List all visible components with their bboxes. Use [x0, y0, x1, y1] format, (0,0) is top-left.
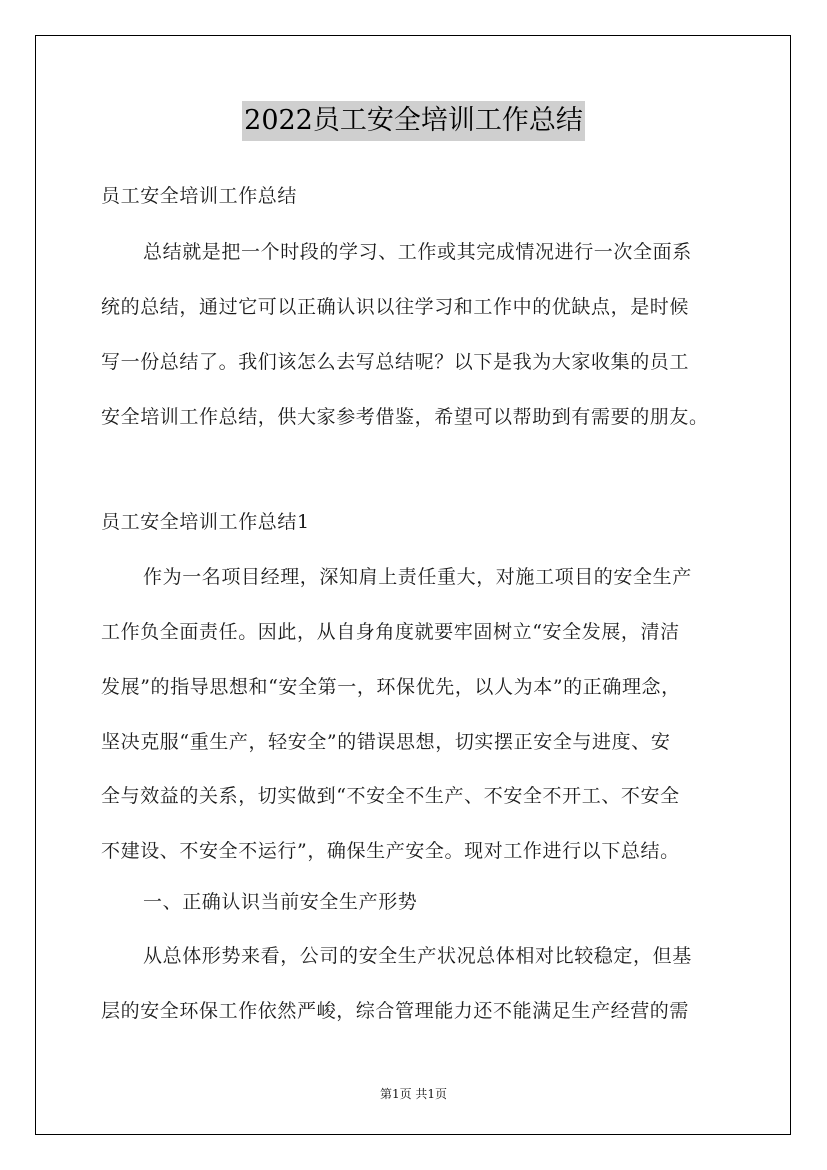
paragraph-line: 层的安全环保工作依然严峻，综合管理能力还不能满足生产经营的需: [101, 1000, 690, 1022]
paragraph-line: 工作负全面责任。因此，从自身角度就要牢固树立“安全发展，清洁: [101, 621, 680, 643]
paragraph-line: 统的总结，通过它可以正确认识以往学习和工作中的优缺点，是时候: [101, 296, 690, 318]
document-title: 2022员工安全培训工作总结: [242, 101, 585, 141]
paragraph-line: 从总体形势来看，公司的安全生产状况总体相对比较稳定，但基: [143, 945, 692, 967]
paragraph-line: 写一份总结了。我们该怎么去写总结呢？以下是我为大家收集的员工: [101, 351, 690, 373]
section-heading: 员工安全培训工作总结1: [101, 511, 310, 533]
paragraph-line: 安全培训工作总结，供大家参考借鉴，希望可以帮助到有需要的朋友。: [101, 406, 709, 428]
title-container: [0, 101, 827, 141]
section-heading: 员工安全培训工作总结: [101, 185, 298, 207]
paragraph-line: 总结就是把一个时段的学习、工作或其完成情况进行一次全面系: [143, 241, 692, 263]
paragraph-line: 全与效益的关系，切实做到“不安全不生产、不安全不开工、不安全: [101, 785, 680, 807]
paragraph-line: 不建设、不安全不运行”，确保生产安全。现对工作进行以下总结。: [101, 840, 680, 862]
paragraph-line: 作为一名项目经理，深知肩上责任重大，对施工项目的安全生产: [143, 566, 692, 588]
page-footer: 第1页 共1页: [379, 1087, 448, 1101]
paragraph-line: 发展”的指导思想和“安全第一，环保优先，以人为本”的正确理念，: [101, 676, 681, 698]
paragraph-line: 坚决克服“重生产，轻安全”的错误思想，切实摆正安全与进度、安: [101, 731, 671, 753]
subsection-heading: 一、正确认识当前安全生产形势: [143, 891, 418, 913]
